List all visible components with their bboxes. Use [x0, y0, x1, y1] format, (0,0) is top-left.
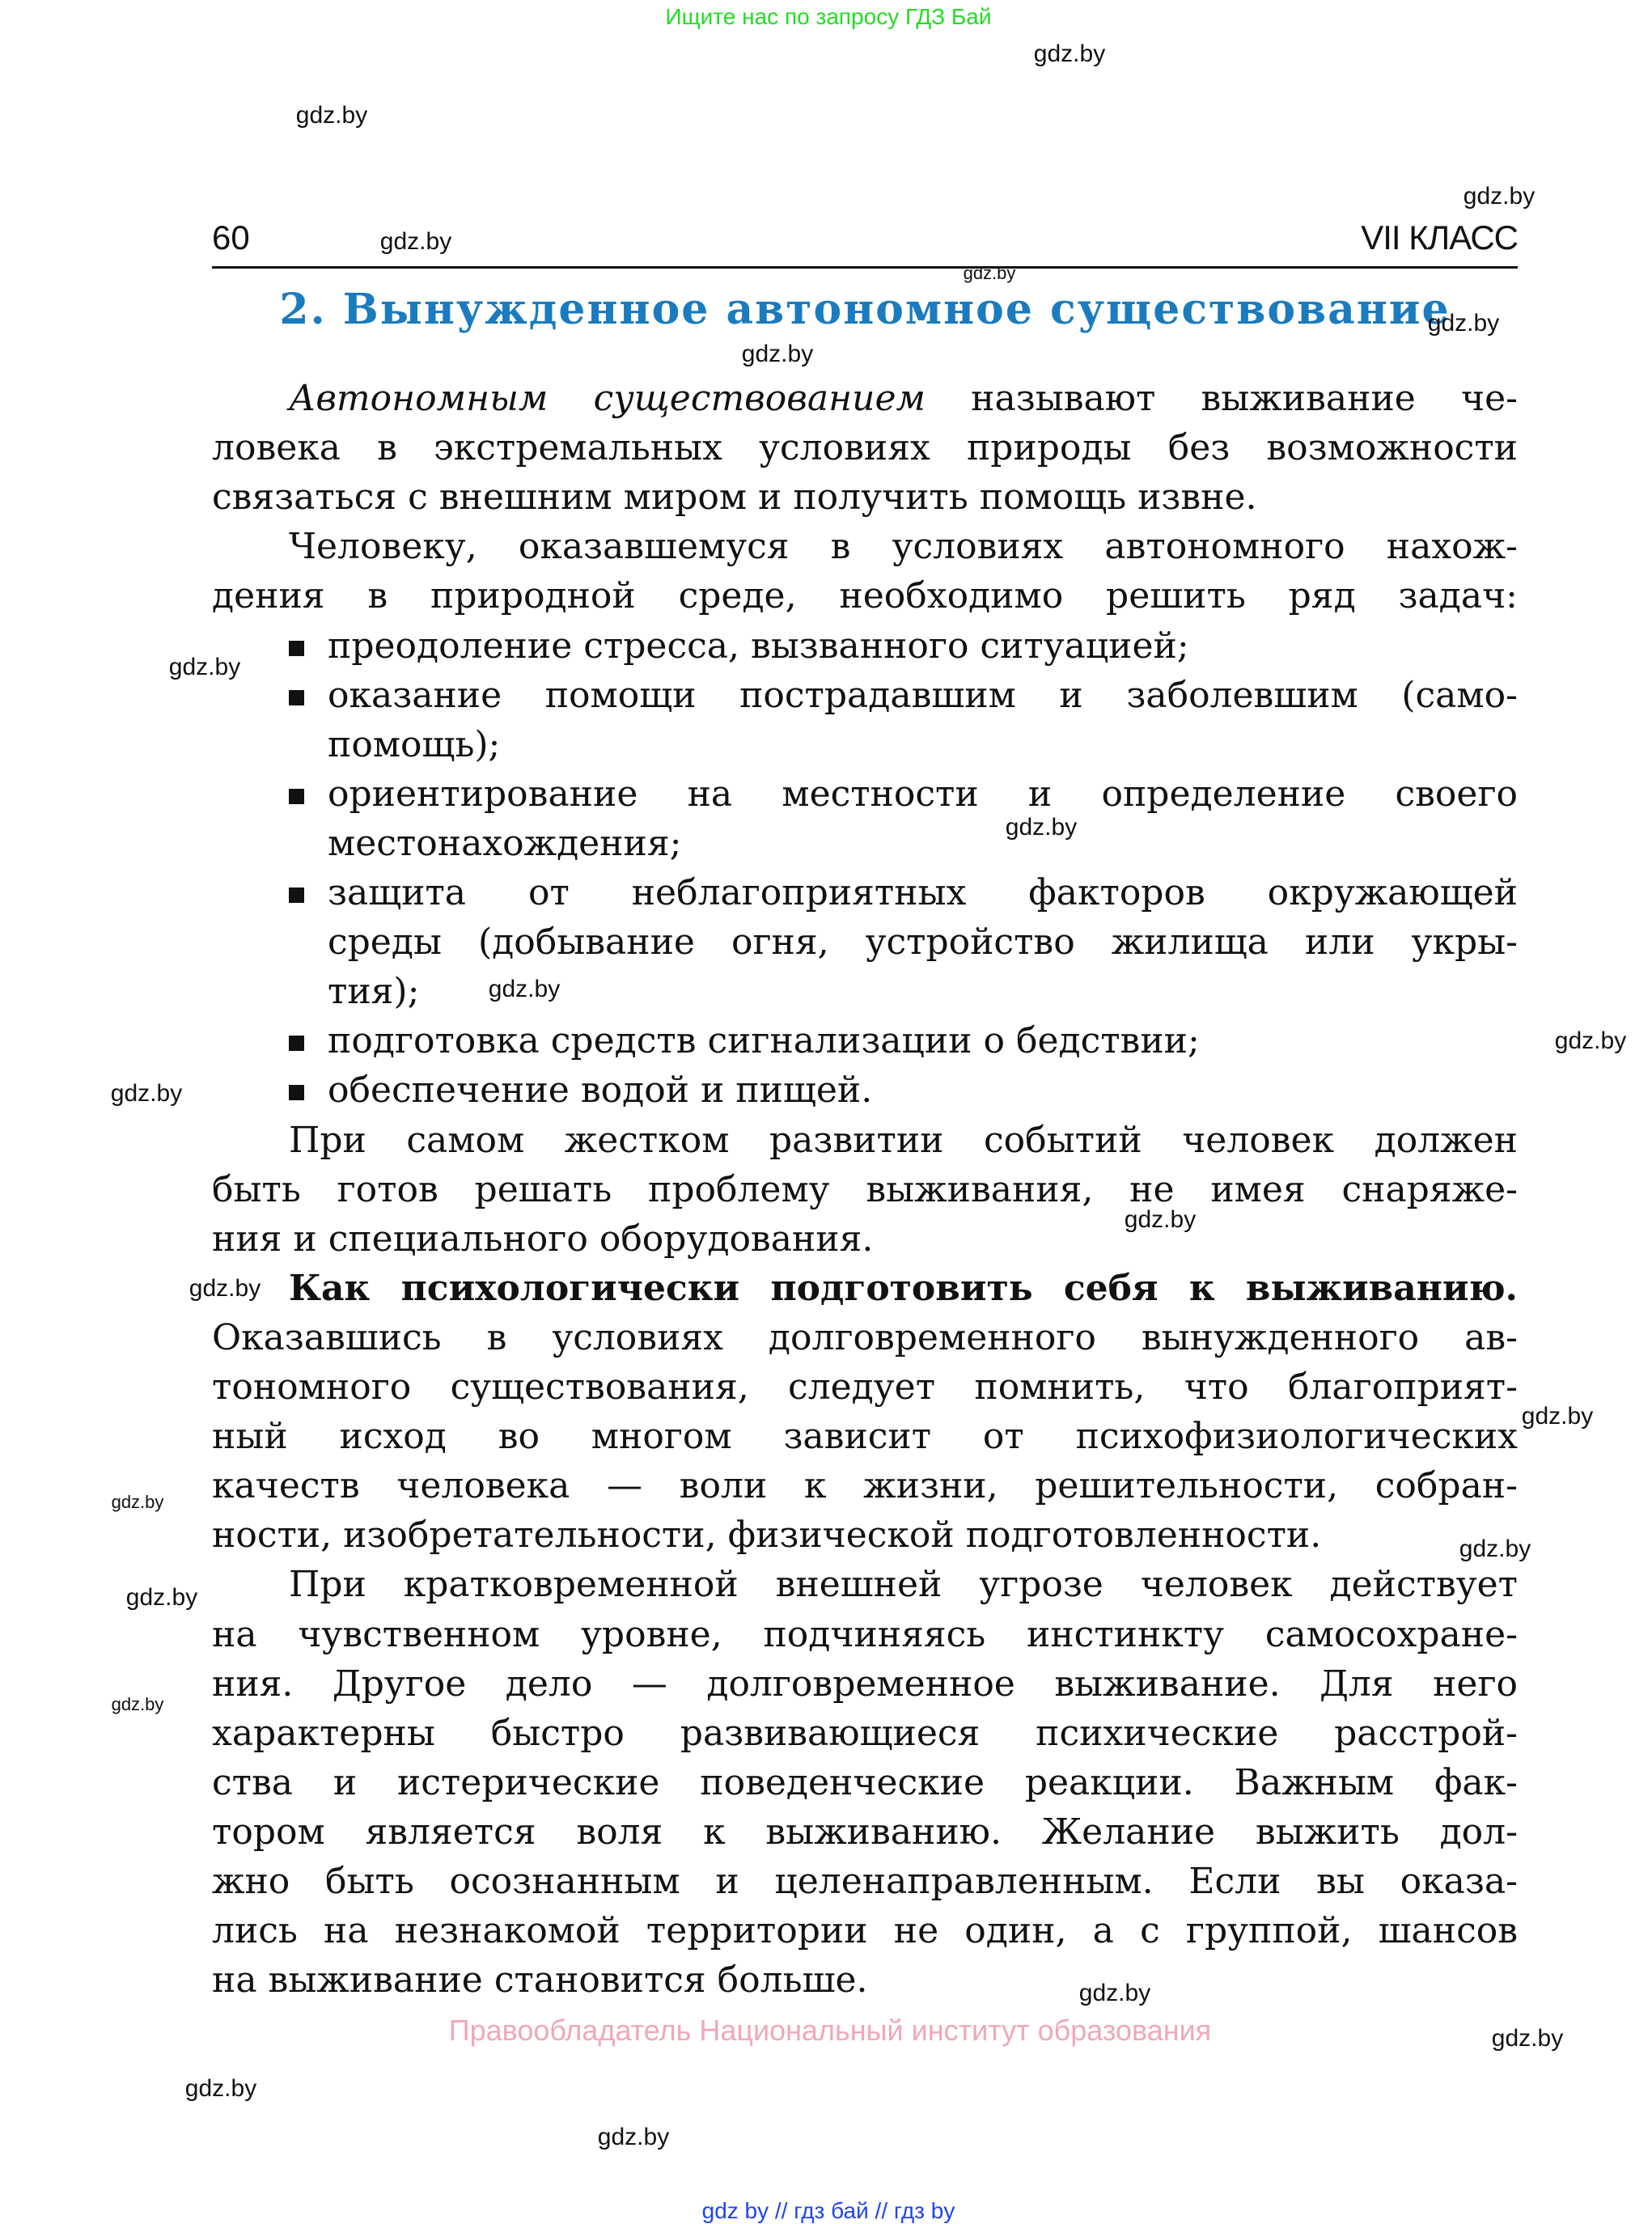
- watermark-link[interactable]: gdz.by: [379, 228, 452, 255]
- line-text: оказание помощи пострадавшим и заболевшим (само-: [328, 674, 1518, 716]
- text-line: [212, 1412, 1518, 1461]
- list-item: [328, 769, 1518, 819]
- line-text: подготовка средств сигнализации о бедствии;: [328, 1020, 1200, 1062]
- list-item: [328, 621, 1189, 671]
- line-text: тия);: [328, 971, 420, 1013]
- text-line: [212, 1610, 1518, 1659]
- watermark-link[interactable]: gdz.by: [963, 263, 1016, 283]
- line-text: тономного существования, следует помнить, что благоприят-: [212, 1366, 1518, 1408]
- line-text: обеспечение водой и пищей.: [328, 1070, 873, 1112]
- watermark-link[interactable]: gdz.by: [1491, 2025, 1564, 2052]
- watermark-link[interactable]: gdz.by: [184, 2075, 257, 2102]
- section-title: 2. Вынужденное автономное существование: [279, 285, 1451, 334]
- watermark-link[interactable]: gdz.by: [111, 1694, 164, 1714]
- line-text: дения в природной среде, необходимо решить ряд задач:: [212, 575, 1518, 617]
- text-line: [289, 1116, 1518, 1165]
- page-number: 60: [212, 218, 250, 256]
- line-text: преодоление стресса, вызванного ситуацией;: [328, 625, 1189, 667]
- watermark-link[interactable]: gdz.by: [1459, 1536, 1531, 1562]
- text-line: [289, 374, 1518, 423]
- watermark-link[interactable]: gdz.by: [1124, 1206, 1197, 1233]
- line-text: быть готов решать проблему выживания, не имея снаряже-: [212, 1168, 1518, 1210]
- watermark-link[interactable]: gdz.by: [1005, 814, 1078, 841]
- line-text: местонахождения;: [328, 822, 682, 864]
- watermark-link[interactable]: gdz.by: [1033, 40, 1106, 67]
- line-text: ния и специального оборудования.: [212, 1218, 874, 1260]
- line-text: на выживание становится больше.: [212, 1959, 868, 2002]
- line-text: защита от неблагоприятных факторов окружающей: [328, 872, 1518, 913]
- text-line: [289, 522, 1518, 571]
- text-line: [212, 472, 1257, 522]
- bullet-icon: [289, 789, 304, 804]
- text-line: [212, 1214, 873, 1264]
- watermark-link[interactable]: gdz.by: [597, 2124, 670, 2150]
- text-line: [212, 1362, 1518, 1412]
- term-italic: Автономным существованием: [289, 378, 926, 419]
- line-text: При кратковременной внешней угрозе человек действует: [289, 1564, 1518, 1606]
- text-line: [289, 1560, 1518, 1609]
- text-line: [212, 1857, 1518, 1906]
- text-line: [328, 917, 1518, 967]
- text-line: [212, 1461, 1518, 1510]
- watermark-link[interactable]: gdz.by: [1078, 1980, 1151, 2006]
- line-text: среды (добывание огня, устройство жилища или укры-: [328, 921, 1518, 964]
- list-item: [328, 868, 1518, 917]
- line-text: называют выживание че-: [925, 378, 1518, 419]
- line-text: Как психологически подготовить себя к выживанию.: [289, 1267, 1518, 1309]
- text-line: [212, 1955, 868, 2005]
- text-line: [212, 1758, 1518, 1807]
- line-text: качеств человека — воли к жизни, решительности, собран-: [212, 1465, 1518, 1507]
- list-item: [328, 1065, 872, 1115]
- line-text: связаться с внешним миром и получить помощь извне.: [212, 477, 1257, 519]
- line-text: жно быть осознанным и целенаправленным. Если вы оказа-: [212, 1861, 1518, 1902]
- line-text: ный исход во многом зависит от психофизиологических: [212, 1416, 1518, 1458]
- line-text: ориентирование на местности и определение своего: [328, 773, 1518, 815]
- watermark-link[interactable]: gdz.by: [110, 1080, 183, 1107]
- text-line: [328, 967, 419, 1016]
- grade-label: VII КЛАСС: [1361, 218, 1518, 256]
- list-item: [328, 1016, 1200, 1065]
- line-text: ности, изобретательности, физической подготовленности.: [212, 1514, 1322, 1557]
- text-line: [212, 1313, 1518, 1362]
- watermark-link[interactable]: gdz.by: [1521, 1403, 1594, 1430]
- watermark-link[interactable]: gdz.by: [488, 976, 561, 1002]
- line-text: ловека в экстремальных условиях природы без возможности: [212, 427, 1518, 469]
- line-text: ства и истерические поведенческие реакции. Важным фак-: [212, 1761, 1518, 1803]
- text-line: [212, 1709, 1518, 1758]
- watermark-link[interactable]: gdz.by: [1427, 310, 1500, 337]
- copyright-notice: Правообладатель Национальный институт образования: [448, 2014, 1212, 2047]
- watermark-link[interactable]: gdz.by: [168, 654, 241, 680]
- line-text: на чувственном уровне, подчиняясь инстинкту самосохране-: [212, 1613, 1518, 1655]
- watermark-link[interactable]: gdz.by: [111, 1492, 164, 1512]
- line-text: Оказавшись в условиях долговременного вынужденного ав-: [212, 1316, 1518, 1358]
- text-line: [212, 423, 1518, 472]
- watermark-link[interactable]: gdz.by: [1463, 183, 1536, 210]
- line-text: лись на незнакомой территории не один, а с группой, шансов: [212, 1910, 1518, 1952]
- bullet-icon: [289, 1085, 304, 1100]
- search-banner[interactable]: Ищите нас по запросу ГДЗ Бай: [665, 4, 992, 29]
- watermark-link[interactable]: gdz.by: [295, 102, 368, 129]
- line-text: характерны быстро развивающиеся психические расстрой-: [212, 1712, 1518, 1754]
- bullet-icon: [289, 1036, 304, 1051]
- subheading: [289, 1264, 1518, 1313]
- text-line: [212, 1906, 1518, 1955]
- text-line: [212, 571, 1518, 621]
- bullet-icon: [289, 641, 304, 656]
- watermark-link[interactable]: gdz.by: [188, 1275, 261, 1302]
- text-line: [328, 819, 681, 868]
- line-text: помощь);: [328, 723, 501, 765]
- text-line: [212, 1807, 1518, 1857]
- line-text: Человеку, оказавшемуся в условиях автономного нахож-: [289, 526, 1518, 568]
- line-text: При самом жестком развитии событий человек должен: [289, 1119, 1518, 1161]
- footer-links[interactable]: gdz by // гдз бай // гдз by: [701, 2198, 955, 2223]
- list-item: [328, 671, 1518, 720]
- text-line: [212, 1510, 1321, 1560]
- watermark-link[interactable]: gdz.by: [125, 1584, 198, 1611]
- text-line: [212, 1659, 1518, 1709]
- header-divider: [212, 266, 1518, 269]
- watermark-link[interactable]: gdz.by: [741, 341, 814, 367]
- line-text: тором является воля к выживанию. Желание выжить дол-: [212, 1811, 1518, 1853]
- text-line: [328, 720, 500, 769]
- watermark-link[interactable]: gdz.by: [1554, 1027, 1627, 1054]
- bullet-icon: [289, 887, 304, 903]
- bullet-icon: [289, 690, 304, 705]
- line-text: ния. Другое дело — долговременное выживание. Для него: [212, 1663, 1518, 1705]
- text-line: [212, 1165, 1518, 1214]
